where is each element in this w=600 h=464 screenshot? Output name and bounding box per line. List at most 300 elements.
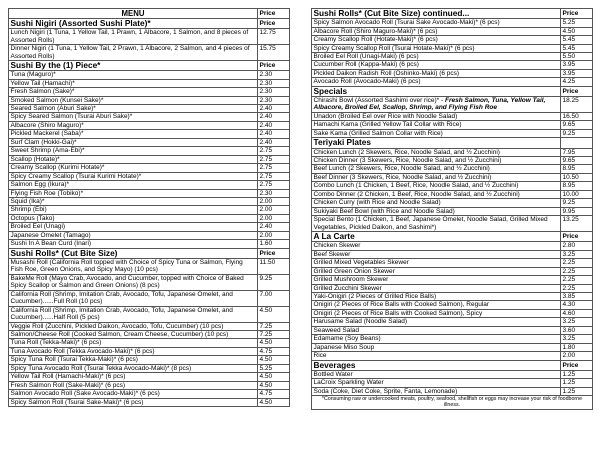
item-label: Yaki-Onigiri (2 Pieces of Grilled Rice Balls) <box>313 292 437 300</box>
item-price: 1.25 <box>561 370 593 378</box>
item-label: Combo Dinner (2 Chicken, 1 Beef, Rice, Noodle Salad, and ½ Zucchini) <box>313 190 520 198</box>
menu-item-row <box>312 292 593 300</box>
item-label: Chicken Dinner (3 Skewers, Rice, Noodle Salad, and ½ Zucchini) <box>313 156 502 164</box>
menu-item-name <box>312 165 561 173</box>
item-price: 2.00 <box>258 206 290 214</box>
footnote <box>312 396 593 409</box>
menu-item-row <box>9 356 290 364</box>
section-header <box>312 232 593 242</box>
section-title <box>312 232 561 242</box>
menu-item-row <box>312 44 593 52</box>
menu-item-row <box>312 387 593 395</box>
menu-item-row <box>9 105 290 113</box>
menu-item-row <box>312 309 593 317</box>
menu-item-name <box>9 347 258 355</box>
item-label: Tuna Roll (Tekka-Maki)* (6 pcs) <box>10 339 102 347</box>
menu-item-row <box>9 206 290 214</box>
item-price: 2.30 <box>258 79 290 87</box>
item-label: Cucumber Roll (Kappa-Maki) (6 pcs) <box>313 61 419 69</box>
menu-item-name <box>312 19 561 27</box>
menu-item-name <box>9 214 258 222</box>
menu-item-name <box>9 181 258 189</box>
item-label: Spicy Salmon Roll (Tsurai Sake-Maki)* (6 pcs) <box>10 398 144 406</box>
item-label: Beef Dinner (3 Skewers, Rice, Noodle Salad, and ½ Zucchini) <box>313 173 492 181</box>
menu-item-row <box>9 274 290 290</box>
menu-item-name <box>312 216 561 232</box>
menu-item-row <box>9 231 290 239</box>
item-price: 2.00 <box>561 352 593 360</box>
item-price: 4.75 <box>258 390 290 398</box>
menu-item-name <box>312 156 561 164</box>
item-price: 7.95 <box>561 148 593 156</box>
item-price: 7.00 <box>258 290 290 306</box>
menu-right-column <box>311 8 593 410</box>
menu-item-name <box>312 53 561 61</box>
menu-item-row <box>9 339 290 347</box>
item-label: Smoked Salmon (Kunsei Sake)* <box>10 96 104 104</box>
menu-item-row <box>312 343 593 351</box>
menu-item-name <box>9 130 258 138</box>
item-price: 8.95 <box>561 182 593 190</box>
item-label: Japanese Omelet (Tamago) <box>10 231 91 239</box>
menu-item-row <box>312 318 593 326</box>
item-label: Octopus (Tako) <box>10 214 55 222</box>
item-price: 4.50 <box>561 27 593 35</box>
menu-item-row <box>312 190 593 198</box>
item-label: BakeMe Roll (Mayo Crab, Avocado, and Cucumber, topped with Choice of Baked Spicy Scallop or Salmon and Green Onions) (8 pcs) <box>10 274 244 290</box>
menu-item-row <box>312 326 593 334</box>
item-price: Price <box>258 61 290 71</box>
menu-item-name <box>9 138 258 146</box>
item-price <box>561 138 593 148</box>
item-label: Bottled Water <box>313 370 353 378</box>
item-price: 2.75 <box>258 155 290 163</box>
item-label: Seared Salmon (Aburi Sake)* <box>10 105 96 113</box>
item-price: 2.30 <box>258 189 290 197</box>
menu-item-row <box>312 27 593 35</box>
item-label: Sake Kama (Grilled Salmon Collar with Rice) <box>313 129 443 137</box>
item-price: 5.45 <box>561 44 593 52</box>
menu-item-name <box>312 352 561 360</box>
menu-item-row <box>312 182 593 190</box>
item-price: 3.85 <box>561 292 593 300</box>
item-label: Dinner Nigiri (1 Tuna, 1 Yellow Tail, 2 Prawn, 1 Albacore, 2 Salmon, and 4 pieces of Assorted Rolls) <box>10 45 250 60</box>
item-price: 3.60 <box>561 326 593 334</box>
section-header <box>312 9 593 19</box>
item-label: Spicy Creamy Scallop (Tsurai Kurimi Hotate)* <box>10 172 142 180</box>
menu-item-name <box>312 387 561 395</box>
menu-item-name <box>9 198 258 206</box>
item-label: Musashi Roll (California Roll topped with Choice of Spicy Tuna or Salmon, Flying Fish Roe, Green Onions, and Spicy Mayo) (10 pcs) <box>10 258 243 274</box>
item-label: Beef Skewer <box>313 250 351 258</box>
item-price: Price <box>561 360 593 370</box>
menu-item-row <box>312 242 593 250</box>
item-label: Beverages <box>313 360 356 370</box>
menu-item-name <box>312 148 561 156</box>
item-price: Price <box>561 86 593 96</box>
item-price: 9.95 <box>561 207 593 215</box>
menu-item-row <box>9 71 290 79</box>
item-label: Salmon Egg (Ikura)* <box>10 181 70 189</box>
menu-item-name <box>9 331 258 339</box>
menu-table-right <box>311 8 593 410</box>
menu-item-name <box>9 373 258 381</box>
item-price: 2.40 <box>258 105 290 113</box>
menu-item-row <box>312 259 593 267</box>
item-label: Onigiri (2 Pieces of Rice Balls with Cooked Salmon), Spicy <box>313 309 483 317</box>
menu-item-name <box>9 29 258 45</box>
item-price: 3.25 <box>561 335 593 343</box>
item-label: Onigiri (2 Pieces of Rice Balls with Cooked Salmon), Regular <box>313 301 490 309</box>
item-label: Spicy Seared Salmon (Tsurai Aburi Sake)* <box>10 113 133 121</box>
menu-item-name <box>9 290 258 306</box>
item-label: Beef Lunch (2 Skewers, Rice, Noodle Salad, and ½ Zucchini) <box>313 165 490 173</box>
menu-item-row <box>9 214 290 222</box>
item-label: Chicken Curry (with Rice and Noodle Salad) <box>313 199 441 207</box>
item-price: 2.25 <box>561 259 593 267</box>
item-label: Sukiyaki Beef Bowl (with Rice and Noodle Salad) <box>313 207 455 215</box>
menu-item-name <box>312 370 561 378</box>
menu-item-row <box>312 250 593 258</box>
menu-item-name <box>9 79 258 87</box>
menu-item-row <box>9 96 290 104</box>
section-header <box>9 19 290 29</box>
item-label: Shrimp (Ebi) <box>10 206 47 214</box>
item-label: California Roll (Shrimp, Imitation Crab, Avocado, Tofu, Japanese Omelet, and Cucumber)......Half Roll (5 pcs) <box>10 306 233 322</box>
menu-item-row <box>9 113 290 121</box>
menu-item-row <box>312 207 593 215</box>
item-price: 1.60 <box>258 240 290 248</box>
menu-item-name <box>9 71 258 79</box>
item-label: Flying Fish Roe (Tobiko)* <box>10 189 84 197</box>
menu-item-row <box>312 129 593 137</box>
item-label: Special Bento (1 Chicken, 1 Beef, Japanese Omelet, Noodle Salad, Grilled Mixed Vegetables, Pickled Daikon, and Sashimi*) <box>313 216 548 231</box>
menu-item-row <box>9 223 290 231</box>
item-label: Japanese Miso Soup <box>313 343 375 351</box>
section-header <box>312 360 593 370</box>
menu-item-name <box>9 339 258 347</box>
item-label: Creamy Scallop (Kurimi Hotate)* <box>10 164 105 172</box>
menu-item-row <box>312 156 593 164</box>
item-price: 4.50 <box>258 339 290 347</box>
item-label: Yellow Tail (Hamachi)* <box>10 79 75 87</box>
menu-item-name <box>9 172 258 180</box>
menu-item-name <box>312 309 561 317</box>
item-label: Grilled Mixed Vegetables Skewer <box>313 259 409 267</box>
menu-item-name <box>9 45 258 61</box>
item-label: Squid (Ika)* <box>10 198 45 206</box>
item-label: Avocado Roll (Avocado-Maki) (6 pcs) <box>313 78 421 86</box>
menu-item-row <box>312 216 593 232</box>
menu-item-name <box>9 147 258 155</box>
item-label: Chirashi Bowl (Assorted Sashimi over rice)* - <box>313 97 445 105</box>
menu-item-row <box>312 301 593 309</box>
item-price: 16.50 <box>561 112 593 120</box>
menu-item-row <box>312 36 593 44</box>
menu-item-row <box>9 390 290 398</box>
menu-item-row <box>9 172 290 180</box>
item-label: Chicken Lunch (2 Skewers, Rice, Noodle Salad, and ½ Zucchini) <box>313 148 500 156</box>
menu-item-name <box>9 96 258 104</box>
menu-item-name <box>9 274 258 290</box>
menu-item-name <box>312 207 561 215</box>
menu-item-name <box>9 306 258 322</box>
item-label: Unadon (Broiled Eel over Rice with Noodle Salad) <box>313 112 458 120</box>
menu-item-row <box>312 335 593 343</box>
menu-item-row <box>9 181 290 189</box>
menu-table-left <box>8 8 290 407</box>
item-price: 4.60 <box>561 309 593 317</box>
menu-item-name <box>9 398 258 406</box>
menu-item-name <box>9 113 258 121</box>
item-label: California Roll (Shrimp, Imitation Crab, Avocado, Tofu, Japanese Omelet, and Cucumber)......Full Roll (10 pcs) <box>10 290 233 306</box>
item-label: Specials <box>313 86 348 96</box>
item-price: 2.25 <box>561 284 593 292</box>
menu-item-name <box>9 223 258 231</box>
menu-item-row <box>9 258 290 274</box>
menu-item-row <box>9 147 290 155</box>
menu-item-row <box>312 112 593 120</box>
item-price: 5.25 <box>561 19 593 27</box>
item-price: 1.25 <box>561 379 593 387</box>
item-price: 1.25 <box>561 387 593 395</box>
menu-item-row <box>9 331 290 339</box>
menu-item-name <box>9 322 258 330</box>
item-label: Sushi Nigiri (Assorted Sushi Plate)* <box>10 18 151 28</box>
item-label: Tuna Avocado Roll (Tekka Avocado-Maki)* (6 pcs) <box>10 347 155 355</box>
item-price: 3.25 <box>561 318 593 326</box>
menu-item-name <box>312 326 561 334</box>
section-header <box>9 248 290 258</box>
menu-item-row <box>312 276 593 284</box>
item-label: Teriyaki Plates <box>313 137 371 148</box>
item-label: Surf Clam (Hokki-Gai)* <box>10 138 77 146</box>
menu-item-name <box>9 390 258 398</box>
item-price: Price <box>258 9 290 19</box>
menu-item-name <box>312 69 561 77</box>
item-label: Broiled Eel (Unagi) <box>10 223 66 231</box>
item-price: 9.65 <box>561 156 593 164</box>
item-price: Price <box>258 19 290 29</box>
menu-item-name <box>312 284 561 292</box>
menu-item-name <box>312 292 561 300</box>
item-price: 15.75 <box>258 45 290 61</box>
menu-item-name <box>312 129 561 137</box>
item-price: 4.50 <box>258 381 290 389</box>
menu-item-row <box>312 121 593 129</box>
menu-item-row <box>312 165 593 173</box>
item-label: Pickled Mackerel (Saba)* <box>10 130 84 138</box>
item-price: 2.40 <box>258 130 290 138</box>
menu-item-row <box>312 78 593 86</box>
item-price: 2.75 <box>258 164 290 172</box>
menu-item-name <box>9 121 258 129</box>
menu-item-row <box>312 284 593 292</box>
menu-item-name <box>312 112 561 120</box>
item-label: Lunch Nigiri (1 Tuna, 1 Yellow Tail, 1 Prawn, 1 Albacore, 1 Salmon, and 8 pieces of Assorted Rolls) <box>10 29 249 44</box>
menu-item-name <box>9 189 258 197</box>
menu-item-name <box>9 88 258 96</box>
menu-item-row <box>312 97 593 113</box>
item-price: 2.30 <box>258 96 290 104</box>
item-price: 9.25 <box>258 274 290 290</box>
item-price: 11.50 <box>258 258 290 274</box>
section-title <box>9 61 258 71</box>
item-label: Spicy Salmon Avocado Roll (Tsurai Sake Avocado-Maki)* (6 pcs) <box>313 19 500 27</box>
menu-item-row <box>9 189 290 197</box>
section-title <box>312 86 561 96</box>
menu-item-name <box>9 164 258 172</box>
menu-item-row <box>312 352 593 360</box>
menu-item-name <box>312 182 561 190</box>
item-label: Grilled Zucchini Skewer <box>313 284 382 292</box>
menu-item-row <box>9 322 290 330</box>
menu-item-name <box>9 155 258 163</box>
item-price: 2.40 <box>258 223 290 231</box>
menu-item-row <box>9 88 290 96</box>
item-price: 2.75 <box>258 181 290 189</box>
item-label: Albacore (Shiro Maguro)* <box>10 121 84 129</box>
menu-item-row <box>9 290 290 306</box>
item-price: 2.80 <box>561 242 593 250</box>
item-label: Spicy Tuna Roll (Tsurai Tekka-Maki)* (6 pcs) <box>10 356 138 364</box>
item-price: 5.25 <box>258 364 290 372</box>
menu-item-row <box>9 347 290 355</box>
menu-item-name <box>312 301 561 309</box>
item-price: 2.75 <box>258 172 290 180</box>
item-label: Harusame Salad (Noodle Salad) <box>313 318 408 326</box>
menu-item-row <box>312 19 593 27</box>
item-price: 3.25 <box>561 250 593 258</box>
menu-item-name <box>9 356 258 364</box>
item-price: 3.95 <box>561 69 593 77</box>
menu-item-name <box>312 318 561 326</box>
menu-item-row <box>9 45 290 61</box>
item-label: MENU <box>121 9 145 18</box>
menu-item-name <box>312 335 561 343</box>
item-price: 7.25 <box>258 331 290 339</box>
item-price: 4.50 <box>258 306 290 322</box>
item-label: Sushi In A Bean Curd (Inari) <box>10 240 92 248</box>
menu-item-row <box>312 267 593 275</box>
item-price: 2.40 <box>258 113 290 121</box>
menu-item-row <box>9 198 290 206</box>
item-price: 4.25 <box>561 78 593 86</box>
item-price: 2.00 <box>258 231 290 239</box>
item-price: 10.00 <box>561 190 593 198</box>
item-price: 13.25 <box>561 216 593 232</box>
section-header <box>312 86 593 96</box>
item-price: 4.75 <box>258 347 290 355</box>
item-label: Spicy Tuna Avocado Roll (Tsurai Tekka Avocado-Maki)* (8 pcs) <box>10 364 192 372</box>
menu-item-name <box>312 276 561 284</box>
item-price: 5.45 <box>561 36 593 44</box>
item-price: 12.75 <box>258 29 290 45</box>
section-header <box>312 138 593 148</box>
item-price: Price <box>561 9 593 19</box>
item-price: 10.50 <box>561 173 593 181</box>
item-description: Fresh Salmon, Tuna, Yellow Tail, Albacore, Broiled Eel, Scallop, Shrimp, and Flying Fish Roe <box>313 97 546 112</box>
menu-item-row <box>9 130 290 138</box>
menu-item-row <box>9 306 290 322</box>
menu-item-row <box>9 398 290 406</box>
section-title <box>312 138 561 148</box>
menu-item-row <box>312 148 593 156</box>
menu-item-name <box>312 27 561 35</box>
menu-item-name <box>312 379 561 387</box>
item-label: Broiled Eel Roll (Unagi-Maki) (6 pcs) <box>313 53 419 61</box>
menu-item-row <box>312 69 593 77</box>
item-label: Veggie Roll (Zucchini, Pickled Daikon, Avocado, Tofu, Cucumber) (10 pcs) <box>10 322 224 330</box>
item-label: Fresh Salmon Roll (Sake-Maki)* (6 pcs) <box>10 381 126 389</box>
item-label: Edamame (Soy Beans) <box>313 335 381 343</box>
item-label: Sushi By the (1) Piece* <box>10 60 101 71</box>
menu-item-name <box>312 267 561 275</box>
menu-item-name <box>9 240 258 248</box>
item-label: Tuna (Maguro)* <box>10 71 56 79</box>
item-price: 7.25 <box>258 322 290 330</box>
menu-title-row <box>9 9 290 19</box>
item-label: Yellow Tail Roll (Hamachi-Maki)* (6 pcs) <box>10 373 126 381</box>
item-price: 4.50 <box>258 373 290 381</box>
menu-item-row <box>312 379 593 387</box>
item-label: Hamachi Kama (Grilled Yellow Tail Collar with Rice) <box>313 121 462 129</box>
section-header <box>9 61 290 71</box>
menu-item-name <box>312 61 561 69</box>
menu-item-row <box>312 53 593 61</box>
item-label: Sushi Rolls* (Cut Bite Size) continued... <box>313 8 470 18</box>
menu-item-row <box>312 173 593 181</box>
menu-item-name <box>312 44 561 52</box>
item-price: 9.25 <box>561 199 593 207</box>
menu-item-name <box>9 381 258 389</box>
menu-item-row <box>312 61 593 69</box>
menu-item-name <box>312 199 561 207</box>
menu-item-name <box>9 258 258 274</box>
menu-item-row <box>9 138 290 146</box>
item-label: LaCroix Sparkling Water <box>313 379 384 387</box>
menu-item-row <box>9 364 290 372</box>
item-price: 2.30 <box>258 71 290 79</box>
menu-item-name <box>312 343 561 351</box>
menu-item-row <box>9 240 290 248</box>
menu-item-name <box>9 105 258 113</box>
footnote-text: *Consuming raw or undercooked meats, poultry, seafood, shellfish or eggs may increase your risk of foodborne illness. <box>312 396 593 409</box>
item-price: 2.30 <box>258 88 290 96</box>
item-price: Price <box>561 232 593 242</box>
item-price: 4.50 <box>258 398 290 406</box>
item-price: 2.25 <box>561 276 593 284</box>
item-label: Albacore Roll (Shiro Maguro-Maki)* (6 pcs) <box>313 27 438 35</box>
menu-left-column <box>8 8 290 407</box>
menu-item-row <box>9 381 290 389</box>
section-title <box>9 19 258 29</box>
item-label: Salmon/Cheese Roll (Cooked Salmon, Cream Cheese, Cucumber) (10 pcs) <box>10 331 229 339</box>
item-label: Grilled Mushroom Skewer <box>313 276 389 284</box>
item-price: 2.25 <box>561 267 593 275</box>
menu-item-name <box>9 206 258 214</box>
menu-item-name <box>312 78 561 86</box>
menu-item-row <box>9 164 290 172</box>
menu-item-name <box>312 250 561 258</box>
item-label: Creamy Scallop Roll (Hotate-Maki)* (6 pcs) <box>313 36 438 44</box>
item-label: Sushi Rolls* (Cut Bite Size) <box>10 248 118 258</box>
menu-item-row <box>9 373 290 381</box>
item-price: 18.25 <box>561 97 593 113</box>
menu-item-name <box>312 121 561 129</box>
item-price: 5.50 <box>561 53 593 61</box>
item-label: Combo Lunch (1 Chicken, 1 Beef, Rice, Noodle Salad, and ½ Zucchini) <box>313 182 519 190</box>
